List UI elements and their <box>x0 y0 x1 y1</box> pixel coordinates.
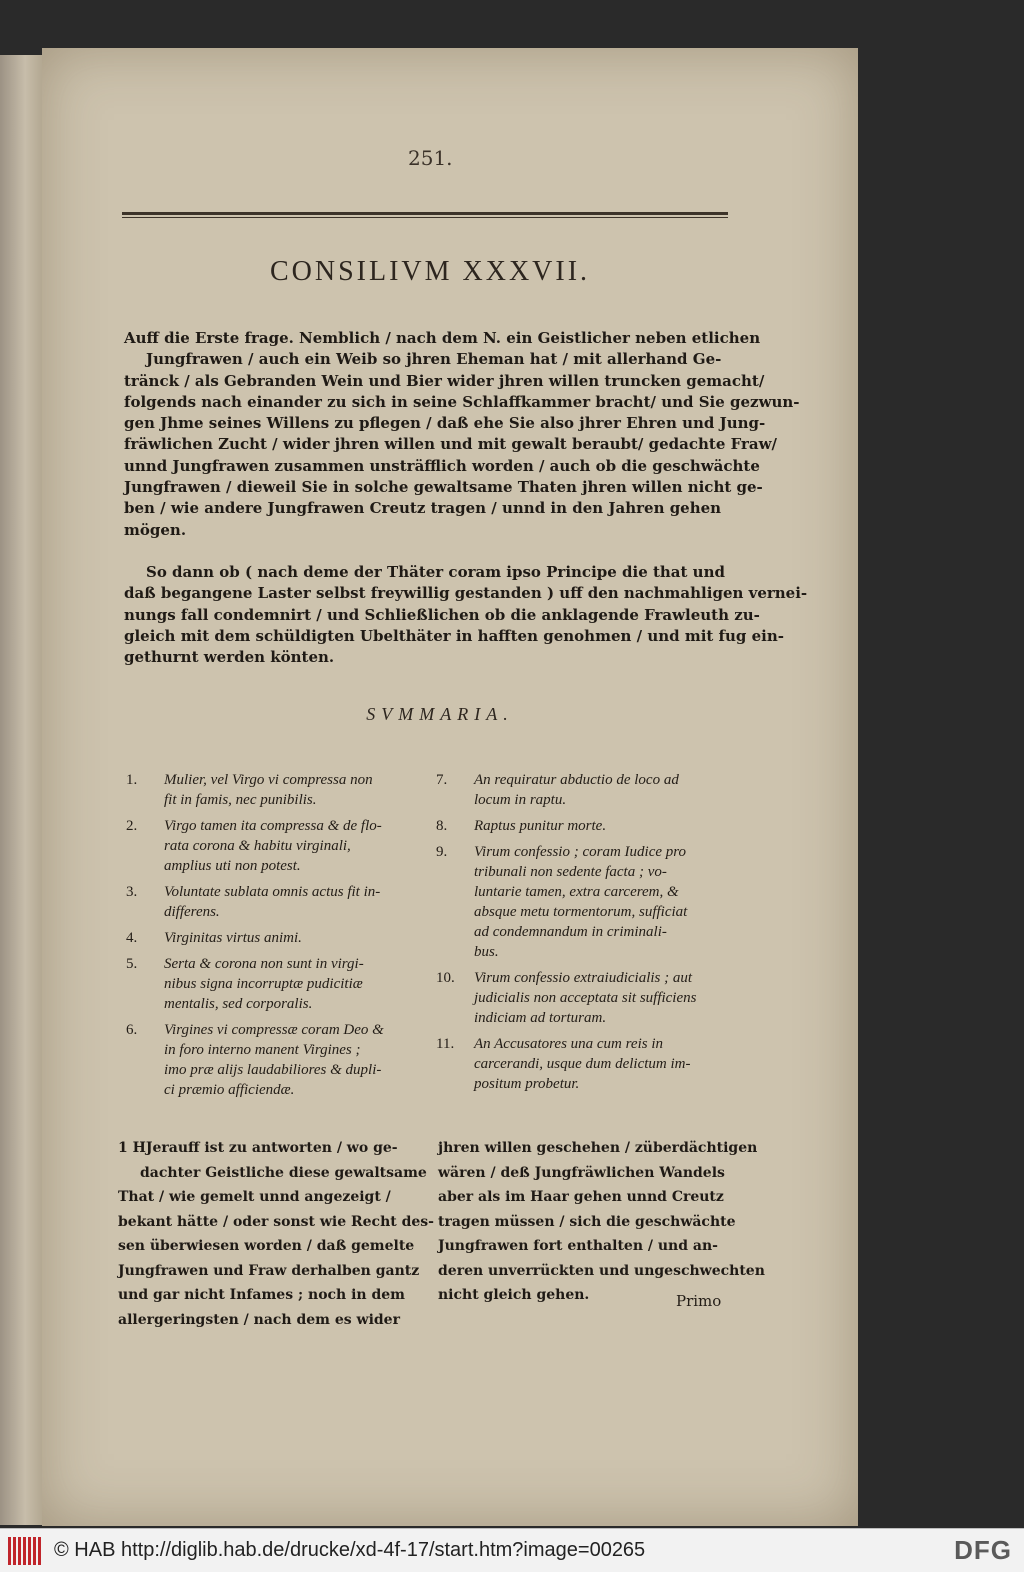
page-number: 251. <box>408 146 453 170</box>
summary-item <box>436 1034 736 1094</box>
summary-line: Virum confessio ; coram Iudice pro <box>474 844 687 860</box>
summary-item <box>436 968 736 1028</box>
summary-item <box>436 770 736 810</box>
body-left-column <box>118 1136 434 1332</box>
summary-line: An requiratur abductio de loco ad <box>474 772 679 788</box>
summaria-right-column <box>436 770 736 1100</box>
summary-number: 2. <box>126 818 138 834</box>
text-line: jhren willen geschehen / züberdächtigen <box>438 1140 758 1156</box>
summary-item <box>436 816 736 836</box>
text-line: nungs fall condemnirt / und Schließlichen ob die anklagende Frawleuth zu- <box>124 605 760 624</box>
summary-number: 10. <box>436 970 455 986</box>
text-line: Jungfrawen / auch ein Weib so jhren Eheman hat / mit allerhand Ge- <box>146 350 722 369</box>
summary-number: 3. <box>126 884 138 900</box>
summary-line: Mulier, vel Virgo vi compressa non <box>164 772 373 788</box>
summaria-heading: SVMMARIA. <box>366 704 514 724</box>
text-line: fräwlichen Zucht / wider jhren willen und mit gewalt beraubt/ gedachte Fraw/ <box>124 435 777 454</box>
text-line: unnd Jungfrawen zusammen unsträfflich worden / auch ob die geschwächte <box>124 456 760 475</box>
summary-line: amplius uti non potest. <box>164 858 301 874</box>
text-line: wären / deß Jungfräwlichen Wandels <box>438 1164 725 1181</box>
summary-line: fit in famis, nec punibilis. <box>164 792 317 808</box>
summary-line: indiciam ad torturam. <box>474 1010 607 1026</box>
summary-line: ad condemnandum in criminali- <box>474 924 667 940</box>
text-line: Auff die Erste frage. Nemblich / nach dem N. ein Geistlicher neben etlichen <box>124 329 761 347</box>
summary-number: 11. <box>436 1036 455 1052</box>
summary-line: mentalis, sed corporalis. <box>164 996 313 1012</box>
text-line: gethurnt werden könten. <box>124 648 335 667</box>
summary-line: Virum confessio extraiudicialis ; aut <box>474 970 693 986</box>
text-line: bekant hätte / oder sonst wie Recht des- <box>118 1213 434 1230</box>
dfg-logo: DFG <box>954 1535 1012 1565</box>
summary-number: 5. <box>126 956 138 972</box>
catchword: Primo <box>676 1292 722 1310</box>
text-line: ben / wie andere Jungfrawen Creutz tragen / unnd in den Jahren gehen <box>124 499 722 518</box>
text-line: daß begangene Laster selbst freywillig gestanden ) uff den nachmahligen vernei- <box>124 584 808 603</box>
second-paragraph <box>124 562 808 668</box>
summary-line: Voluntate sublata omnis actus fit in- <box>164 884 381 900</box>
summary-line: nibus signa incorruptæ pudicitiæ <box>164 976 363 992</box>
hab-barcode-icon <box>8 1537 42 1565</box>
summary-item <box>126 954 426 1014</box>
summary-line: rata corona & habitu virginali, <box>164 838 351 854</box>
summary-line: positum probetur. <box>474 1076 580 1092</box>
text-line: aber als im Haar gehen unnd Creutz <box>438 1189 724 1205</box>
summary-line: carcerandi, usque dum delictum im- <box>474 1056 691 1072</box>
summary-number: 1. <box>126 772 138 788</box>
text-line: allergeringsten / nach dem es wider <box>118 1311 400 1328</box>
intro-paragraph <box>124 328 800 541</box>
text-line: folgends nach einander zu sich in seine Schlaffkammer bracht/ und Sie gezwun- <box>124 392 800 411</box>
summary-line: differens. <box>164 904 220 920</box>
summary-number: 8. <box>436 818 448 834</box>
summary-line: Virginitas virtus animi. <box>164 930 302 946</box>
text-line: nicht gleich gehen. <box>438 1287 590 1303</box>
summary-number: 4. <box>126 930 138 946</box>
summary-line: bus. <box>474 944 499 960</box>
summary-line: Virgines vi compressæ coram Deo & <box>164 1022 384 1038</box>
summary-line: locum in raptu. <box>474 792 567 808</box>
summary-number: 9. <box>436 844 448 860</box>
summary-line: Virgo tamen ita compressa & de flo- <box>164 818 382 834</box>
footer-copyright-link[interactable]: © HAB http://diglib.hab.de/drucke/xd-4f-17/start.htm?image=00265 <box>54 1539 646 1561</box>
text-line: mögen. <box>124 520 187 539</box>
text-line: gen Jhme seines Willens zu pflegen / daß ehe Sie also jhrer Ehren und Jung- <box>124 414 766 433</box>
summary-item <box>126 928 426 948</box>
summary-line: imo præ alijs laudabiliores & dupli- <box>164 1062 382 1078</box>
summary-line: judicialis non acceptata sit sufficiens <box>474 990 697 1006</box>
text-line: Jungfrawen / dieweil Sie in solche gewaltsame Thaten jhren willen nicht ge- <box>124 478 763 497</box>
text-line: 1 HJerauff ist zu antworten / wo ge- <box>118 1140 398 1156</box>
text-line: That / wie gemelt unnd angezeigt / <box>118 1189 391 1205</box>
text-line: Jungfrawen fort enthalten / und an- <box>438 1238 718 1254</box>
text-line: und gar nicht Infames ; noch in dem <box>118 1287 405 1303</box>
body-right-column <box>438 1136 765 1308</box>
summary-item <box>126 770 426 810</box>
text-line: gleich mit dem schüldigten Ubelthäter in hafften genohmen / und mit fug ein- <box>124 626 784 645</box>
facing-page-edge <box>0 55 42 1525</box>
header-rule <box>122 212 728 218</box>
summary-line: ci præmio afficiendæ. <box>164 1082 295 1098</box>
summaria-left-column <box>126 770 426 1106</box>
summary-line: Serta & corona non sunt in virgi- <box>164 956 364 972</box>
summary-line: in foro interno manent Virgines ; <box>164 1042 361 1058</box>
summary-line: Raptus punitur morte. <box>474 818 607 834</box>
text-line: sen überwiesen worden / daß gemelte <box>118 1238 415 1254</box>
summary-item <box>126 1020 426 1100</box>
summary-line: An Accusatores una cum reis in <box>474 1036 664 1052</box>
text-line: tränck / als Gebranden Wein und Bier wider jhren willen truncken gemacht/ <box>124 371 765 390</box>
text-line: dachter Geistliche diese gewaltsame <box>140 1164 427 1181</box>
summary-number: 7. <box>436 772 448 788</box>
text-line: deren unverrückten und ungeschwechten <box>438 1262 765 1279</box>
footer-bar <box>0 1528 1024 1572</box>
summary-number: 6. <box>126 1022 138 1038</box>
summary-item <box>126 882 426 922</box>
summary-item <box>126 816 426 876</box>
summary-line: absque metu tormentorum, sufficiat <box>474 904 688 920</box>
summary-item <box>436 842 736 962</box>
text-line: tragen müssen / sich die geschwächte <box>438 1213 736 1230</box>
summary-line: luntarie tamen, extra carcerem, & <box>474 884 679 900</box>
text-line: Jungfrawen und Fraw derhalben gantz <box>118 1262 420 1279</box>
page-title: CONSILIVM XXXVII. <box>269 256 591 287</box>
text-line: So dann ob ( nach deme der Thäter coram ipso Principe die that und <box>146 563 725 581</box>
summary-line: tribunali non sedente facta ; vo- <box>474 864 667 880</box>
